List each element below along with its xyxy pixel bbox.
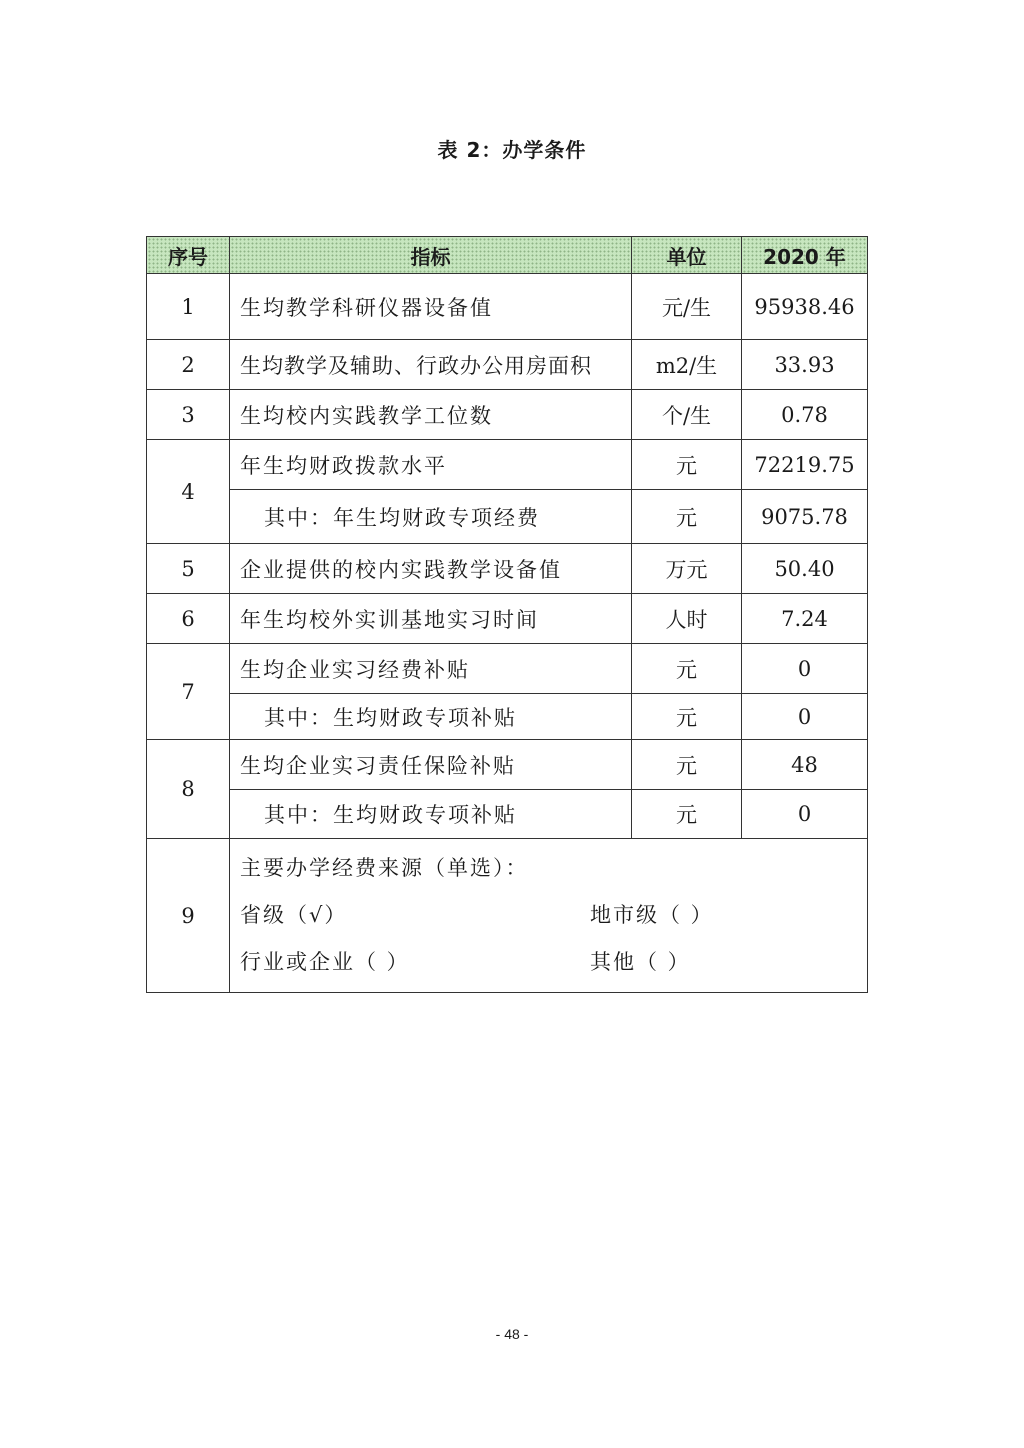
table-row [147,274,868,340]
unit-cell: 元 [632,644,742,694]
unit-cell: 元 [632,740,742,790]
sub-value-cell: 0 [742,694,868,740]
indicator-cell: 企业提供的校内实践教学设备值 [230,544,632,594]
indicator-cell: 生均企业实习经费补贴 [230,644,632,694]
unit-cell: 万元 [632,544,742,594]
sub-unit-cell: 元 [632,490,742,544]
value-cell: 95938.46 [742,274,868,340]
value-cell: 7.24 [742,594,868,644]
value-cell: 50.40 [742,544,868,594]
table-row [147,644,868,694]
header-row [147,237,868,274]
unit-cell: m2/生 [632,340,742,390]
indicator-cell: 生均教学及辅助、行政办公用房面积 [230,340,632,390]
sub-indicator-cell: 其中：年生均财政专项经费 [230,490,632,544]
row-number: 6 [147,594,230,644]
indicator-cell: 生均教学科研仪器设备值 [230,274,632,340]
row-number: 1 [147,274,230,340]
table-title: 表 2：办学条件 [437,138,587,162]
unit-cell: 元 [632,440,742,490]
table-subrow [147,490,868,544]
table-row [147,340,868,390]
unit-cell: 元/生 [632,274,742,340]
indicator-cell: 生均企业实习责任保险补贴 [230,740,632,790]
option-municipal: 地市级（ ） [590,903,714,927]
option-other: 其他（ ） [590,950,691,974]
option-provincial: 省级（√） [240,903,348,927]
table-row [147,390,868,440]
funding-row [147,839,868,993]
sub-unit-cell: 元 [632,694,742,740]
funding-label: 主要办学经费来源（单选）： [240,856,529,880]
funding-options-line [240,939,857,986]
value-cell: 0.78 [742,390,868,440]
table-row [147,544,868,594]
row-number: 5 [147,544,230,594]
row-number: 4 [147,440,230,544]
header-no: 序号 [147,237,230,274]
funding-options-line [240,892,857,939]
option-industry: 行业或企业（ ） [240,950,410,974]
unit-cell: 个/生 [632,390,742,440]
table-subrow [147,790,868,839]
table-row [147,740,868,790]
row-number: 8 [147,740,230,839]
sub-value-cell: 9075.78 [742,490,868,544]
indicator-cell: 年生均财政拨款水平 [230,440,632,490]
indicator-cell: 生均校内实践教学工位数 [230,390,632,440]
value-cell: 72219.75 [742,440,868,490]
header-year: 2020 年 [742,237,868,274]
row-number: 2 [147,340,230,390]
indicator-cell: 年生均校外实训基地实习时间 [230,594,632,644]
table-subrow [147,694,868,740]
sub-unit-cell: 元 [632,790,742,839]
school-conditions-table [146,236,868,993]
header-unit: 单位 [632,237,742,274]
page-number: - 48 - [495,1326,529,1342]
sub-value-cell: 0 [742,790,868,839]
funding-source-cell [230,839,868,993]
value-cell: 0 [742,644,868,694]
row-number: 9 [147,839,230,993]
sub-indicator-cell: 其中：生均财政专项补贴 [230,694,632,740]
sub-indicator-cell: 其中：生均财政专项补贴 [230,790,632,839]
row-number: 3 [147,390,230,440]
table-row [147,440,868,490]
header-indicator: 指标 [230,237,632,274]
unit-cell: 人时 [632,594,742,644]
value-cell: 33.93 [742,340,868,390]
table-row [147,594,868,644]
row-number: 7 [147,644,230,740]
value-cell: 48 [742,740,868,790]
